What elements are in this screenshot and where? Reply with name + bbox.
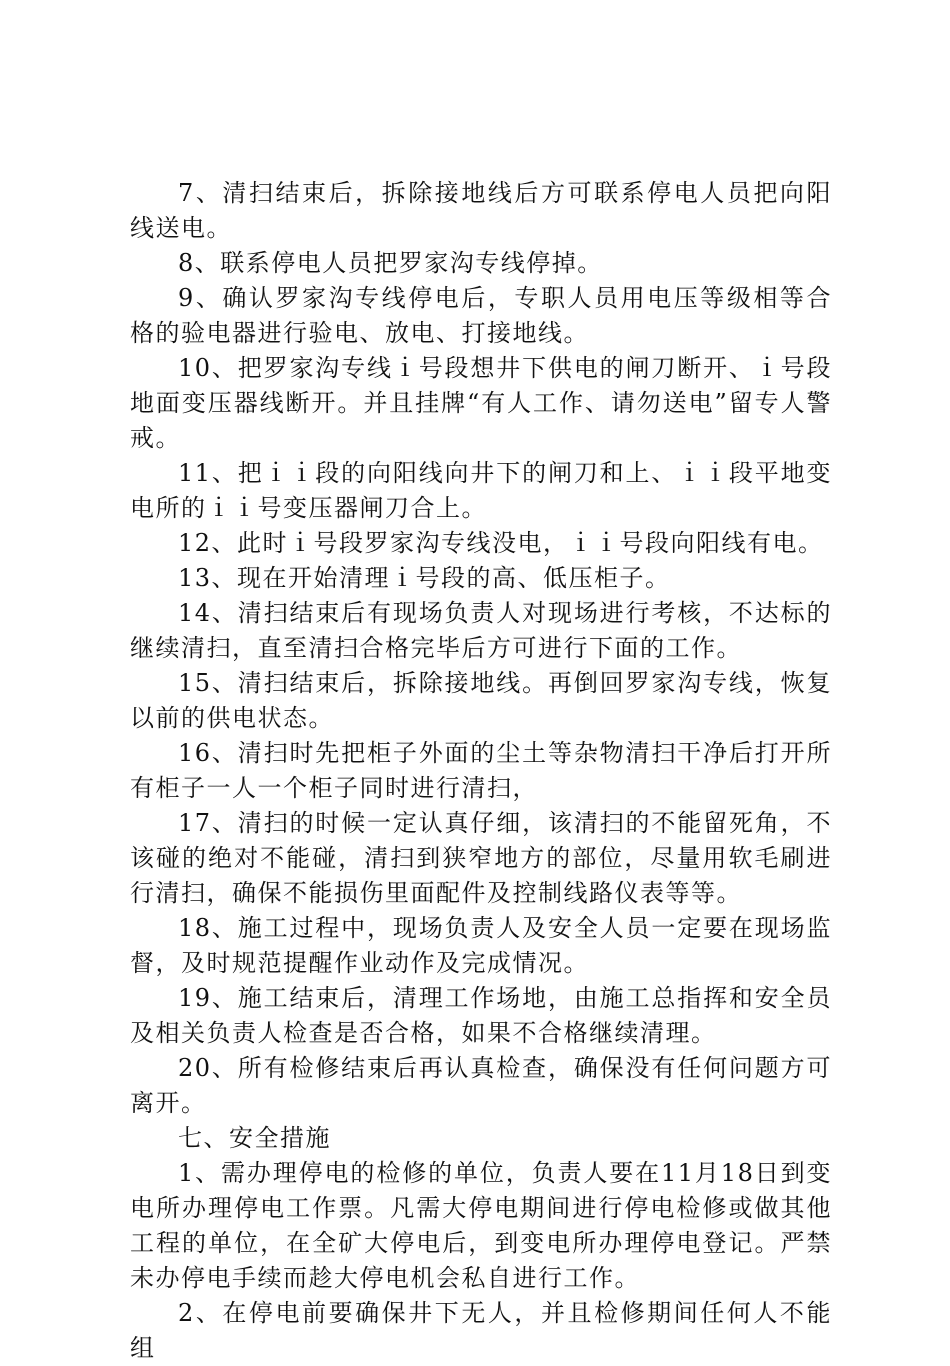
- paragraph-safety-1: 1、需办理停电的检修的单位，负责人要在11月18日到变电所办理停电工作票。凡需大停电期间进行停电检修或做其他工程的单位，在全矿大停电后，到变电所办理停电登记。严禁未办停电手续而趁大停电机会私自进行工作。: [130, 1159, 832, 1292]
- paragraph-step-7: 7、清扫结束后，拆除接地线后方可联系停电人员把向阳线送电。: [130, 179, 832, 242]
- document-body: [130, 176, 832, 1366]
- paragraph-step-16: 16、清扫时先把柜子外面的尘土等杂物清扫干净后打开所有柜子一人一个柜子同时进行清扫，: [130, 739, 832, 802]
- paragraph-step-20: 20、所有检修结束后再认真检查，确保没有任何问题方可离开。: [130, 1054, 832, 1117]
- paragraph-step-12: 12、此时ｉ号段罗家沟专线没电，ｉｉ号段向阳线有电。: [178, 529, 824, 557]
- paragraph-step-13: 13、现在开始清理ｉ号段的高、低压柜子。: [178, 564, 671, 592]
- paragraph-step-10: 10、把罗家沟专线ｉ号段想井下供电的闸刀断开、ｉ号段地面变压器线断开。并且挂牌“有人工作、请勿送电”留专人警戒。: [130, 354, 832, 452]
- paragraph-step-11: 11、把ｉｉ段的向阳线向井下的闸刀和上、ｉｉ段平地变电所的ｉｉ号变压器闸刀合上。: [130, 459, 832, 522]
- paragraph-step-17: 17、清扫的时候一定认真仔细，该清扫的不能留死角，不该碰的绝对不能碰，清扫到狭窄地方的部位，尽量用软毛刷进行清扫，确保不能损伤里面配件及控制线路仪表等等。: [130, 809, 832, 907]
- paragraph-step-8: 8、联系停电人员把罗家沟专线停掉。: [178, 249, 603, 277]
- paragraph-step-18: 18、施工过程中，现场负责人及安全人员一定要在现场监督，及时规范提醒作业动作及完成情况。: [130, 914, 832, 977]
- section-heading-safety-measures: 七、安全措施: [178, 1124, 331, 1152]
- paragraph-safety-2: 2、在停电前要确保井下无人，并且检修期间任何人不能组: [130, 1299, 832, 1362]
- paragraph-step-15: 15、清扫结束后，拆除接地线。再倒回罗家沟专线，恢复以前的供电状态。: [130, 669, 832, 732]
- paragraph-step-9: 9、确认罗家沟专线停电后，专职人员用电压等级相等合格的验电器进行验电、放电、打接地线。: [130, 284, 832, 347]
- paragraph-step-14: 14、清扫结束后有现场负责人对现场进行考核，不达标的继续清扫，直至清扫合格完毕后方可进行下面的工作。: [130, 599, 832, 662]
- paragraph-step-19: 19、施工结束后，清理工作场地，由施工总指挥和安全员及相关负责人检查是否合格，如果不合格继续清理。: [130, 984, 832, 1047]
